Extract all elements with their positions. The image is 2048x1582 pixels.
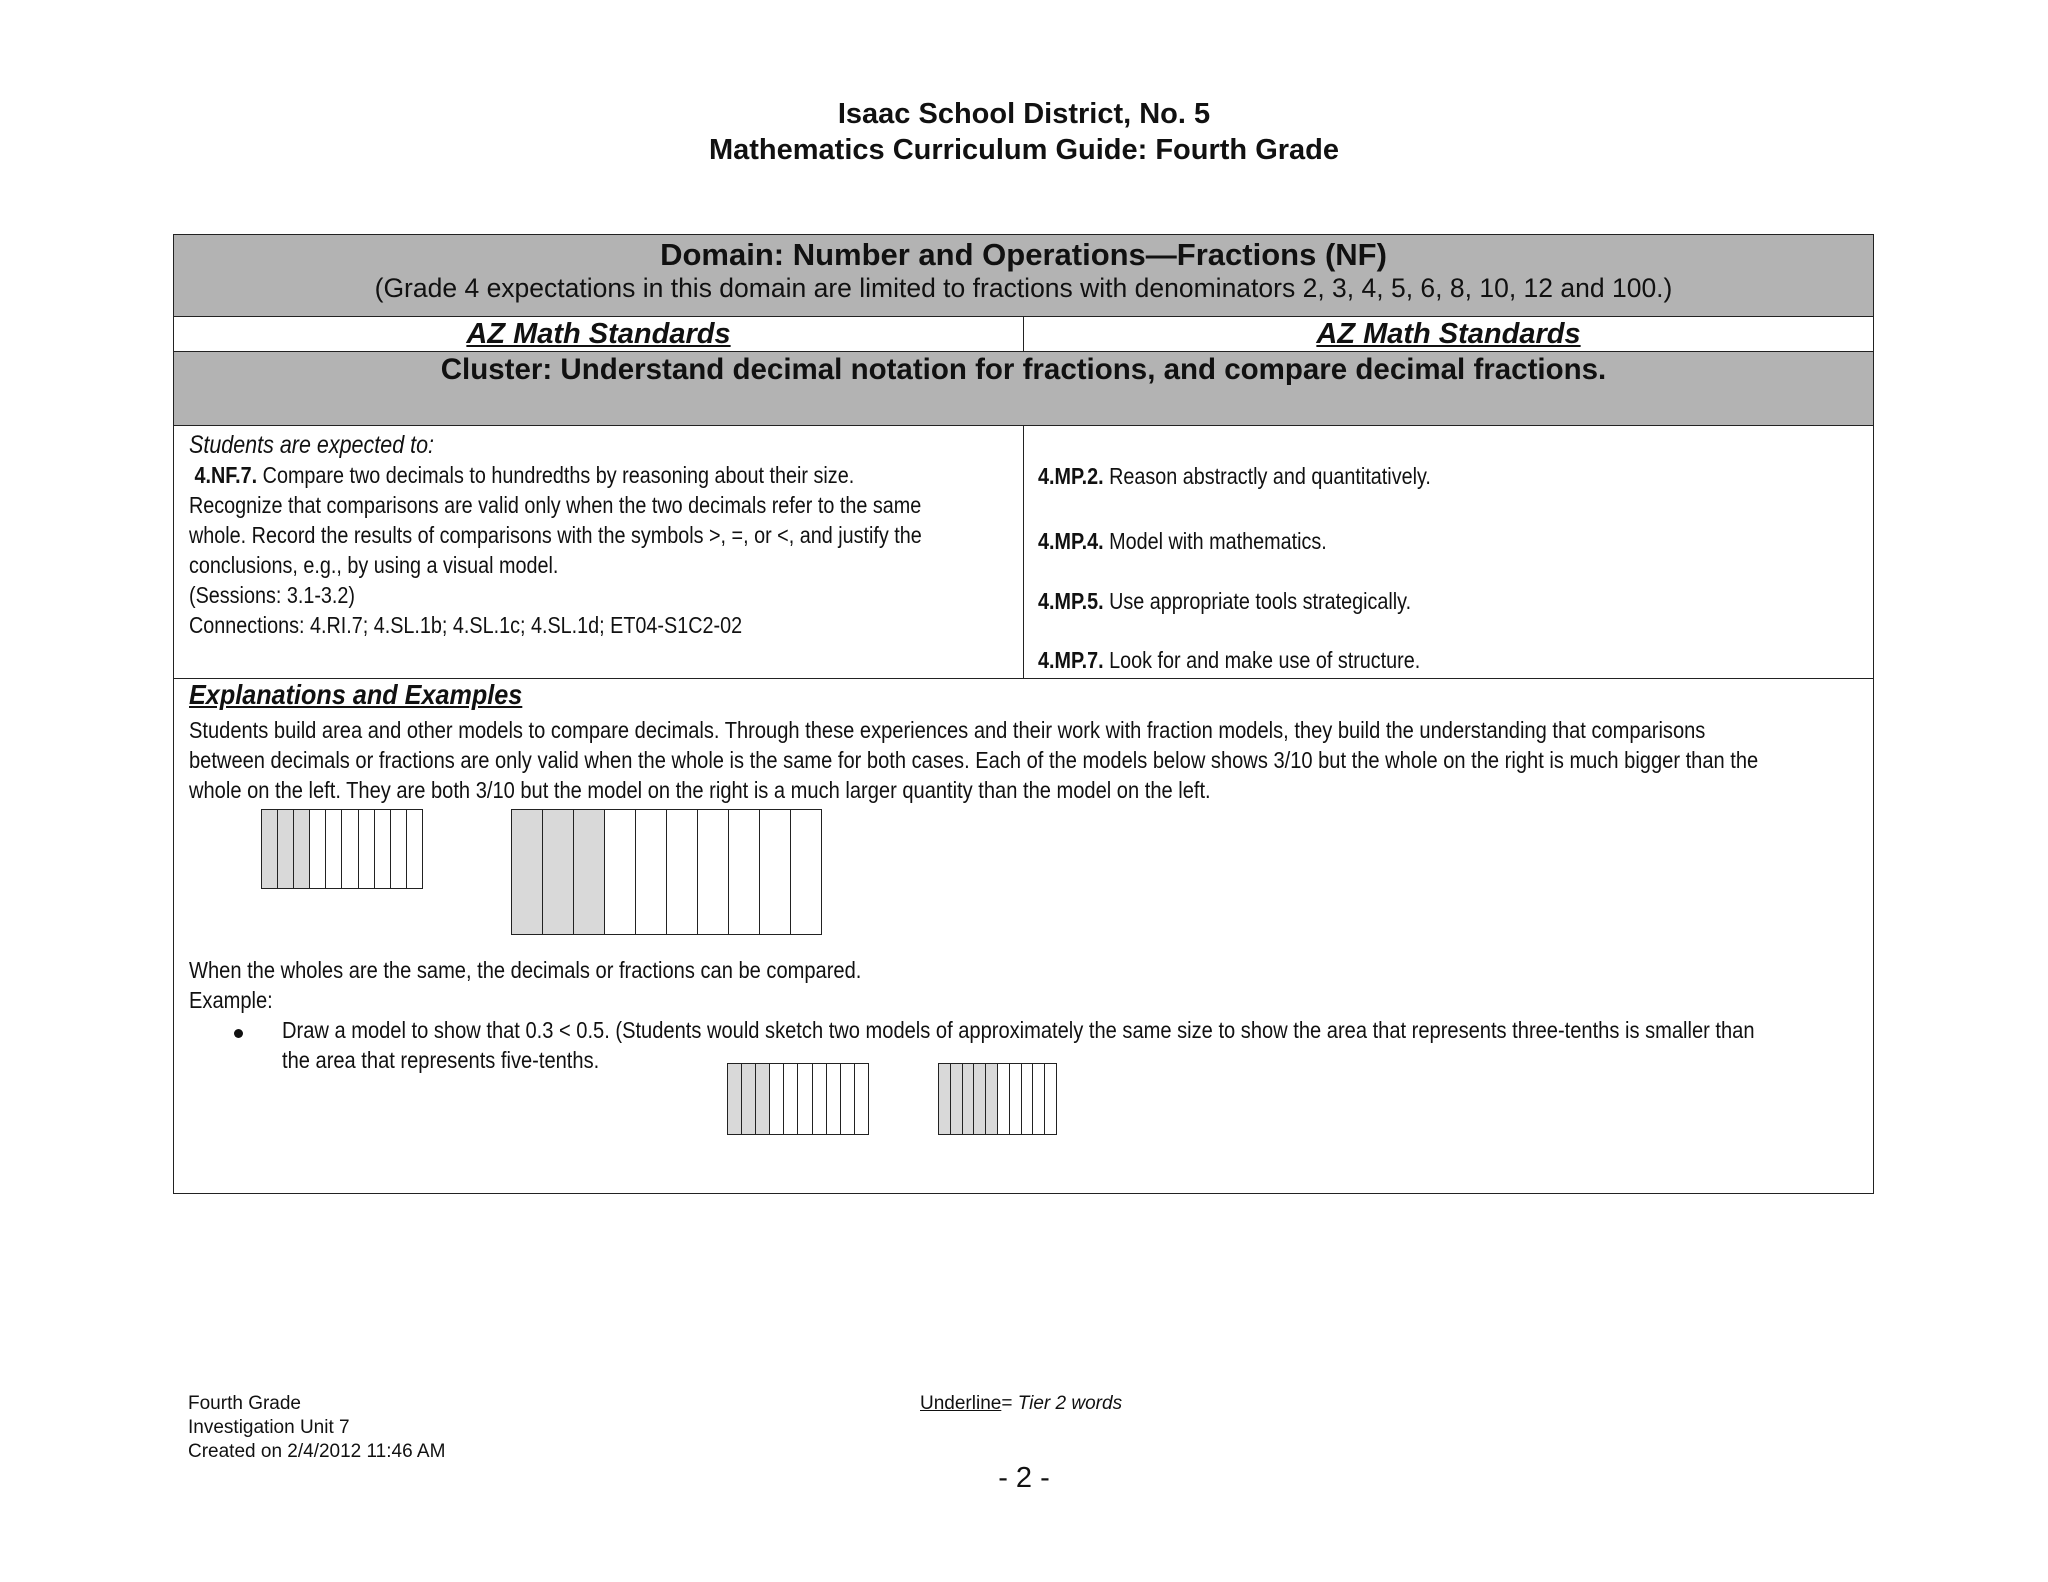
shaded-part [262, 810, 278, 888]
unshaded-part [391, 810, 407, 888]
explanations-heading: Explanations and Examples [189, 679, 523, 710]
practice-text: Model with mathematics. [1103, 528, 1327, 554]
cluster-title: Cluster: Understand decimal notation for fractions, and compare decimal fractions. [440, 353, 1607, 386]
guide-title: Mathematics Curriculum Guide: Fourth Grade [708, 134, 1340, 166]
domain-title: Domain: Number and Operations—Fractions (NF) [660, 237, 1387, 272]
domain-subtitle: (Grade 4 expectations in this domain are limited to fractions with denominators 2, 3, 4, 5, 6, 8, 10, 12 and 100.) [374, 273, 1673, 303]
shaded-part [543, 810, 574, 934]
bullet-line-1: Draw a model to show that 0.3 < 0.5. (Students would sketch two models of approximately the same size to show the area that represents three-tenths is smaller than [282, 1017, 1755, 1043]
practice-mp2 [1038, 463, 1431, 490]
practice-text: Look for and make use of structure. [1103, 647, 1421, 673]
unshaded-part [770, 1064, 784, 1134]
unshaded-part [855, 1064, 868, 1134]
practice-code: 4.MP.5. [1038, 588, 1104, 614]
explanation-line-1: Students build area and other models to compare decimals. Through these experiences and their work with fraction models, they build the understanding that comparisons [189, 717, 1706, 743]
practice-mp7 [1038, 647, 1420, 674]
unshaded-part [359, 810, 375, 888]
practice-text: Use appropriate tools strategically. [1103, 588, 1412, 614]
unshaded-part [998, 1064, 1010, 1134]
practice-mp5 [1038, 588, 1411, 615]
unshaded-part [827, 1064, 841, 1134]
unshaded-part [798, 1064, 812, 1134]
explanation-line-2: between decimals or fractions are only valid when the whole is the same for both cases. Each of the models below shows 3/10 but the whole on the right is much bigger than the [189, 747, 1759, 773]
tier-words: Tier 2 words [1017, 1393, 1123, 1414]
unshaded-part [1045, 1064, 1056, 1134]
practice-code: 4.MP.7. [1038, 647, 1104, 673]
unshaded-part [791, 810, 821, 934]
connections-text: Connections: 4.RI.7; 4.SL.1b; 4.SL.1c; 4.SL.1d; ET04-S1C2-02 [189, 612, 743, 638]
unshaded-part [1033, 1064, 1045, 1134]
footer-left [188, 1392, 445, 1464]
unshaded-part [841, 1064, 855, 1134]
standard-line-2: Recognize that comparisons are valid only when the two decimals refer to the same [189, 492, 922, 518]
shaded-part [294, 810, 310, 888]
sessions-text: (Sessions: 3.1-3.2) [189, 582, 356, 608]
unshaded-part [310, 810, 326, 888]
shaded-part [742, 1064, 756, 1134]
shaded-part [986, 1064, 998, 1134]
standard-line-4: conclusions, e.g., by using a visual model. [189, 552, 559, 578]
standard-line-1 [189, 460, 894, 490]
practice-code: 4.MP.4. [1038, 528, 1104, 554]
shaded-part [512, 810, 543, 934]
shaded-part [728, 1064, 742, 1134]
fraction-model-large [511, 809, 822, 935]
footer-unit: Investigation Unit 7 [188, 1417, 350, 1438]
practice-code: 4.MP.2. [1038, 463, 1104, 489]
standard-code: 4.NF.7. [194, 462, 258, 488]
page-number: - 2 - [998, 1462, 1050, 1494]
unshaded-part [407, 810, 422, 888]
unshaded-part [729, 810, 760, 934]
fraction-model-small [261, 809, 423, 889]
unshaded-part [326, 810, 342, 888]
fraction-model-three-tenths [727, 1063, 869, 1135]
standards-table [173, 234, 1874, 1194]
fraction-model-five-tenths [938, 1063, 1057, 1135]
unshaded-part [760, 810, 791, 934]
expected-label: Students are expected to: [189, 431, 435, 459]
bullet-icon [234, 1029, 243, 1038]
unshaded-part [784, 1064, 798, 1134]
document-header [0, 96, 2048, 168]
unshaded-part [636, 810, 667, 934]
district-title: Isaac School District, No. 5 [837, 98, 1211, 130]
standards-header-left: AZ Math Standards [466, 318, 731, 350]
footer-legend: Underline= Tier 2 words [920, 1393, 1123, 1414]
unshaded-part [342, 810, 358, 888]
practice-mp4 [1038, 528, 1327, 555]
unshaded-part [667, 810, 698, 934]
standard-line-3: whole. Record the results of comparisons with the symbols >, =, or <, and justify the [189, 522, 922, 548]
shaded-part [951, 1064, 963, 1134]
unshaded-part [813, 1064, 827, 1134]
shaded-part [963, 1064, 975, 1134]
unshaded-part [698, 810, 729, 934]
practice-text: Reason abstractly and quantitatively. [1103, 463, 1431, 489]
footer-created: Created on 2/4/2012 11:46 AM [188, 1441, 446, 1462]
standards-header-right: AZ Math Standards [1316, 318, 1581, 350]
shaded-part [756, 1064, 770, 1134]
unshaded-part [1022, 1064, 1034, 1134]
standard-text: Compare two decimals to hundredths by reasoning about their size. [257, 462, 855, 488]
unshaded-part [375, 810, 391, 888]
footer-grade: Fourth Grade [188, 1393, 301, 1414]
underline-word: Underline [920, 1393, 1002, 1414]
column-divider [1023, 426, 1024, 679]
shaded-part [974, 1064, 986, 1134]
standard-description [189, 430, 1009, 640]
column-divider [1023, 317, 1024, 352]
explanation-line-3: whole on the left. They are both 3/10 but the model on the right is a much larger quantity than the model on the left. [189, 777, 1211, 803]
shaded-part [574, 810, 605, 934]
shaded-part [939, 1064, 951, 1134]
example-label: Example: [189, 987, 273, 1013]
unshaded-part [1010, 1064, 1022, 1134]
shaded-part [278, 810, 294, 888]
bullet-line-2: the area that represents five-tenths. [282, 1047, 600, 1073]
same-wholes-text: When the wholes are the same, the decimals or fractions can be compared. [189, 957, 862, 983]
unshaded-part [605, 810, 636, 934]
